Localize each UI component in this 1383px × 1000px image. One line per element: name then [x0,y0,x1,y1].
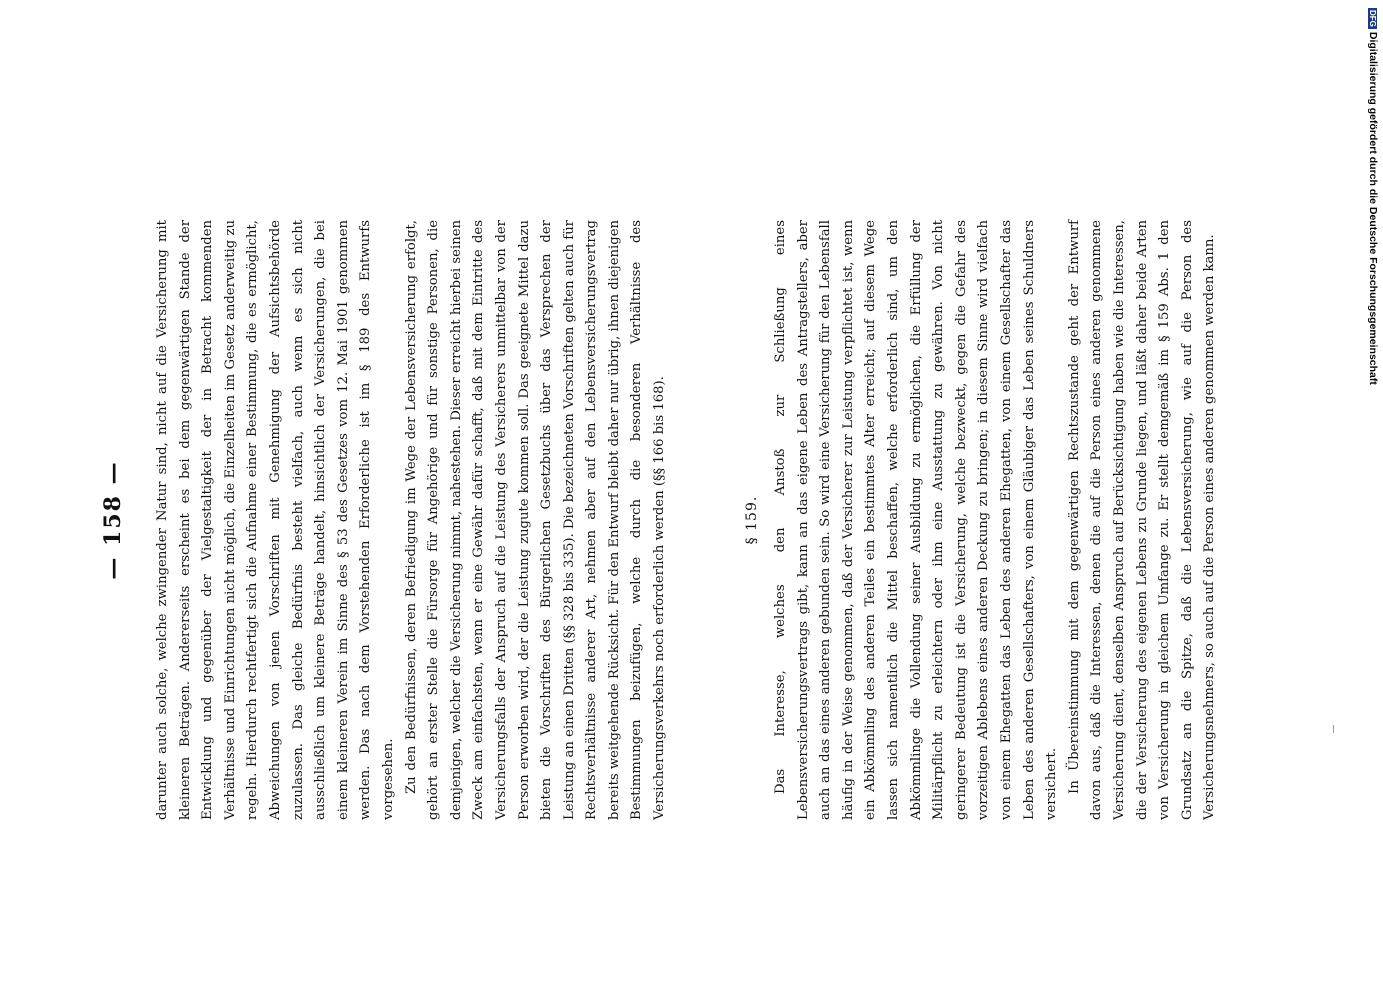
body-paragraph: Das Interesse, welches den Anstoß zur Schließung eines Lebensversicherungsvertrags gibt, kann an das eigene Leben des Antragstellers, aber auch an das eines anderen gebunden sein. So wird eine Versicherung für den Lebensfall häufig in der Weise genommen, daß der Versicherer zur Leistung verpflichtet ist, wenn ein Abkömmling des anderen Teiles ein bestimmtes Alter erreicht; auf diesem Wege lassen sich namentlich die Mittel beschaffen, welche erforderlich sind, um den Abkömmlinge die Vollendung seiner Ausbildung zu ermöglichen, die Erfüllung der Militärpflicht zu erleichtern oder ihm eine Ausstattung zu gewähren. Von nicht geringerer Bedeutung ist die Versicherung, welche bezweckt, gegen die Gefahr des vorzeitigen Ablebens eines anderen Deckung zu bringen; in diesem Sinne wird vielfach von einem Ehegatten das Leben des anderen Ehegatten, von einem Gesellschafter das Leben des anderen Gesellschafters, von einem Gläubiger das Leben seines Schuldners versichert. [773,220,1060,820]
section-heading: § 159. [744,495,760,545]
funding-note [1365,8,1379,388]
text-block-lower [724,220,1222,820]
scan-mark [1333,725,1334,733]
body-paragraph: In Übereinstimmung mit dem gegenwärtigen Rechtszustande geht der Entwurf davon aus, daß die Interessen, denen die auf die Person eines anderen genommene Versicherung dient, denselben Anspruch auf Berücksichtigung haben wie die Interessen, die der Versicherung des eigenen Lebens zu Grunde liegen, und läßt daher beide Arten von Versicherung in gleichem Umfange zu. Er stellt demgemäß im § 159 Abs. 1 den Grundsatz an die Spitze, daß die Lebensversicherung, wie auf die Person des Versicherungsnehmers, so auch auf die Person eines anderen genommen werden kann. [1066,220,1218,820]
rotated-text-block [100,220,1232,820]
text-block-upper [152,220,672,820]
funding-note-text: Digitalisierung gefördert durch die Deutsche Forschungsgemeinschaft [1367,31,1379,385]
dfg-badge: DFG [1368,10,1377,27]
page-number: — 158 — [100,460,126,580]
body-paragraph: Zu den Bedürfnissen, deren Befriedigung im Wege der Lebensversicherung erfolgt, gehört an erster Stelle die Fürsorge für Angehörige und für sonstige Personen, die demjenigen, welcher die Versicherung nimmt, nahestehen. Dieser erreicht hierbei seinen Zweck am einfachsten, wenn er eine Gewähr dafür schafft, daß mit dem Eintritte des Versicherungsfalls der Anspruch auf die Leistung des Versicherers unmittelbar von der Person erworben wird, der die Leistung zugute kommen soll. Das geeignete Mittel dazu bieten die Vorschriften des Bürgerlichen Gesetzbuchs über das Versprechen der Leistung an einen Dritten (§§ 328 bis 335). Die bezeichneten Vorschriften gelten auch für Rechtsverhältnisse anderer Art, nehmen aber auf den Lebensversicherungsvertrag bereits weitgehende Rücksicht. Für den Entwurf bleibt daher nur übrig, ihnen diejenigen Bestimmungen beizufügen, welche durch die besonderen Verhältnisse des Versicherungsverkehrs noch erforderlich werden (§§ 166 bis 168). [403,220,668,820]
body-paragraph: darunter auch solche, welche zwingender Natur sind, nicht auf die Versicherung mit kleineren Beträgen. Andererseits erscheint es bei dem gegenwärtigen Stande der Entwicklung und gegenüber der Vielgestaltigkeit der in Betracht kommenden Verhältnisse und Einrichtungen nicht möglich, die Einzelheiten im Gesetz anderweitig zu regeln. Hierdurch rechtfertigt sich die Aufnahme einer Bestimmung, die es ermöglicht, Abweichungen von jenen Vorschriften mit Genehmigung der Aufsichtsbehörde zuzulassen. Das gleiche Bedürfnis besteht vielfach, auch wenn es sich nicht ausschließlich um kleinere Beträge handelt, hinsichtlich der Versicherungen, die bei einem kleineren Verein im Sinne des § 53 des Gesetzes vom 12. Mai 1901 genommen werden. Das nach dem Vorstehenden Erforderliche ist im § 189 des Entwurfs vorgesehen. [155,220,396,820]
